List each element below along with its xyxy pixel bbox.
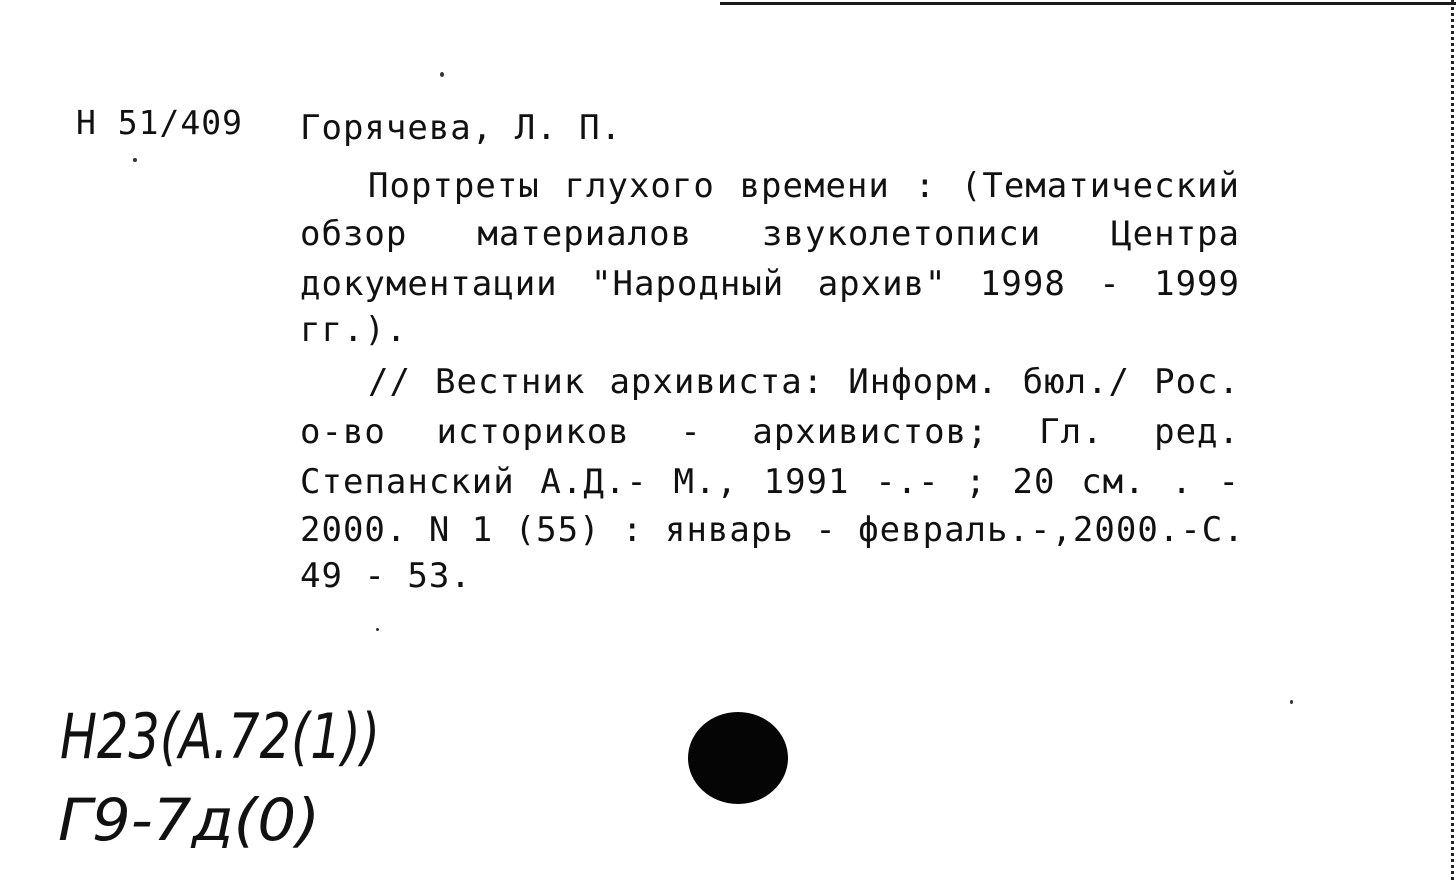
scan-speck xyxy=(1290,700,1293,704)
description-line: // Вестник архивиста: Информ. бюл./ Рос. xyxy=(368,362,1240,402)
shelfmark: Н 51/409 xyxy=(76,103,243,142)
scan-speck xyxy=(376,628,379,631)
scan-speck xyxy=(440,72,444,77)
description-line: 49 - 53. xyxy=(300,556,472,596)
handwritten-classification: Н23(А.72(1)) xyxy=(60,700,380,773)
description-line: 2000. N 1 (55) : январь - февраль.-,2000.-С. xyxy=(300,510,1245,550)
punch-hole xyxy=(688,712,788,804)
description-line: о-во историков - архивистов; Гл. ред. xyxy=(300,412,1240,452)
card-frame-right-edge xyxy=(1448,0,1454,880)
handwritten-author-mark: Г9-7д(0) xyxy=(58,786,320,854)
scan-speck xyxy=(133,158,137,162)
description-line: Степанский А.Д.- М., 1991 -.- ; 20 см. . - xyxy=(300,462,1240,502)
author-heading: Горячева, Л. П. xyxy=(300,108,623,148)
description-line: гг.). xyxy=(300,310,408,350)
card-frame-top-edge xyxy=(720,2,1456,5)
description-line: документации "Народный архив" 1998 - 1999 xyxy=(300,264,1240,304)
handwritten-notes xyxy=(0,0,520,880)
description-line: Портреты глухого времени : (Тематический xyxy=(368,166,1240,206)
description-line: обзор материалов звуколетописи Центра xyxy=(300,214,1240,254)
